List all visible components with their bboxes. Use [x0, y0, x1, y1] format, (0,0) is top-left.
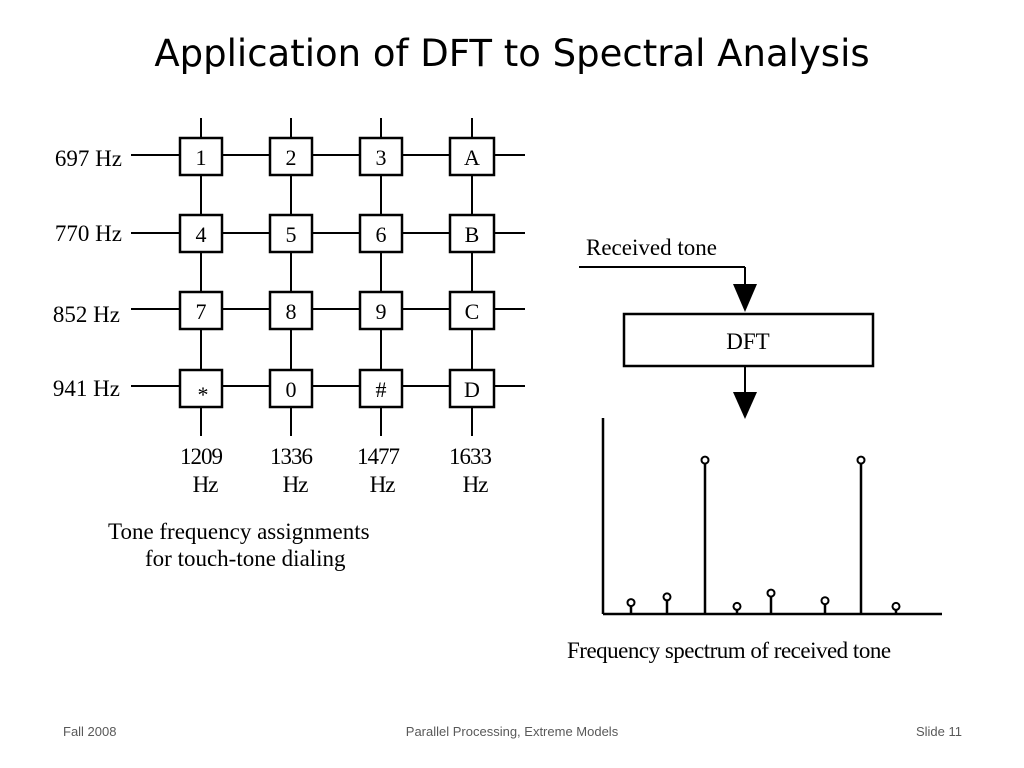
svg-text:B: B [464, 222, 480, 247]
key-6 [360, 215, 402, 252]
column-label-1633-unit: Hz [462, 472, 488, 497]
dft-block [624, 314, 873, 366]
spectrum-stem-marker [702, 457, 709, 464]
arrow-down-icon [733, 284, 757, 312]
column-label-1336-unit: Hz [282, 472, 308, 497]
column-label-1477-unit: Hz [369, 472, 395, 497]
row-label-770: 770 Hz [54, 221, 122, 246]
column-label-1633: 1633 [449, 444, 491, 469]
row-label-852: 852 Hz [52, 302, 120, 327]
key-9 [360, 292, 402, 329]
footer-slide-number: Slide 11 [915, 724, 962, 739]
svg-text:1: 1 [195, 145, 207, 170]
key-c [450, 292, 494, 329]
svg-text:D: D [464, 377, 480, 402]
svg-text:8: 8 [285, 299, 297, 324]
row-label-941: 941 Hz [52, 376, 120, 401]
footer-date: Fall 2008 [63, 724, 117, 739]
svg-text:7: 7 [195, 299, 207, 324]
keypad-keys [180, 138, 494, 407]
svg-text:0: 0 [285, 377, 297, 402]
footer-course: Parallel Processing, Extreme Models [405, 724, 619, 739]
svg-text:3: 3 [375, 145, 387, 170]
svg-text:*: * [197, 382, 209, 407]
spectrum-stem-marker [628, 599, 635, 606]
column-label-1209-unit: Hz [192, 472, 218, 497]
key-7 [180, 292, 222, 329]
svg-text:C: C [464, 299, 480, 324]
received-tone-label: Received tone [586, 235, 717, 260]
svg-text:A: A [464, 145, 480, 170]
key-4 [180, 215, 222, 252]
spectrum-caption: Frequency spectrum of received tone [567, 638, 891, 663]
key-8 [270, 292, 312, 329]
input-arrow [579, 267, 745, 290]
spectrum-plot [603, 418, 942, 614]
spectrum-stem-marker [664, 593, 671, 600]
key-3 [360, 138, 402, 175]
svg-text:6: 6 [375, 222, 387, 247]
key-5 [270, 215, 312, 252]
column-label-1477: 1477 [357, 444, 399, 469]
svg-text:9: 9 [375, 299, 387, 324]
spectrum-stem-marker [734, 603, 741, 610]
arrow-down-icon [733, 392, 757, 419]
key-hash [360, 370, 402, 407]
key-2 [270, 138, 312, 175]
key-0 [270, 370, 312, 407]
svg-text:2: 2 [285, 145, 297, 170]
key-d [450, 370, 494, 407]
key-1 [180, 138, 222, 175]
svg-text:#: # [375, 377, 387, 402]
key-b [450, 215, 494, 252]
keypad-caption-line2: for touch-tone dialing [145, 546, 346, 571]
dft-block-label: DFT [726, 329, 770, 354]
row-label-697: 697 Hz [54, 146, 122, 171]
svg-text:5: 5 [285, 222, 297, 247]
column-label-1209: 1209 [180, 444, 222, 469]
slide-title: Application of DFT to Spectral Analysis [154, 32, 870, 75]
key-star [180, 370, 222, 407]
spectrum-stem-marker [822, 597, 829, 604]
spectrum-stem-marker [893, 603, 900, 610]
spectrum-stems [628, 457, 900, 614]
column-label-1336: 1336 [270, 444, 312, 469]
spectrum-stem-marker [858, 457, 865, 464]
keypad-caption-line1: Tone frequency assignments [108, 519, 370, 544]
svg-text:4: 4 [195, 222, 207, 247]
spectrum-stem-marker [768, 590, 775, 597]
key-a [450, 138, 494, 175]
